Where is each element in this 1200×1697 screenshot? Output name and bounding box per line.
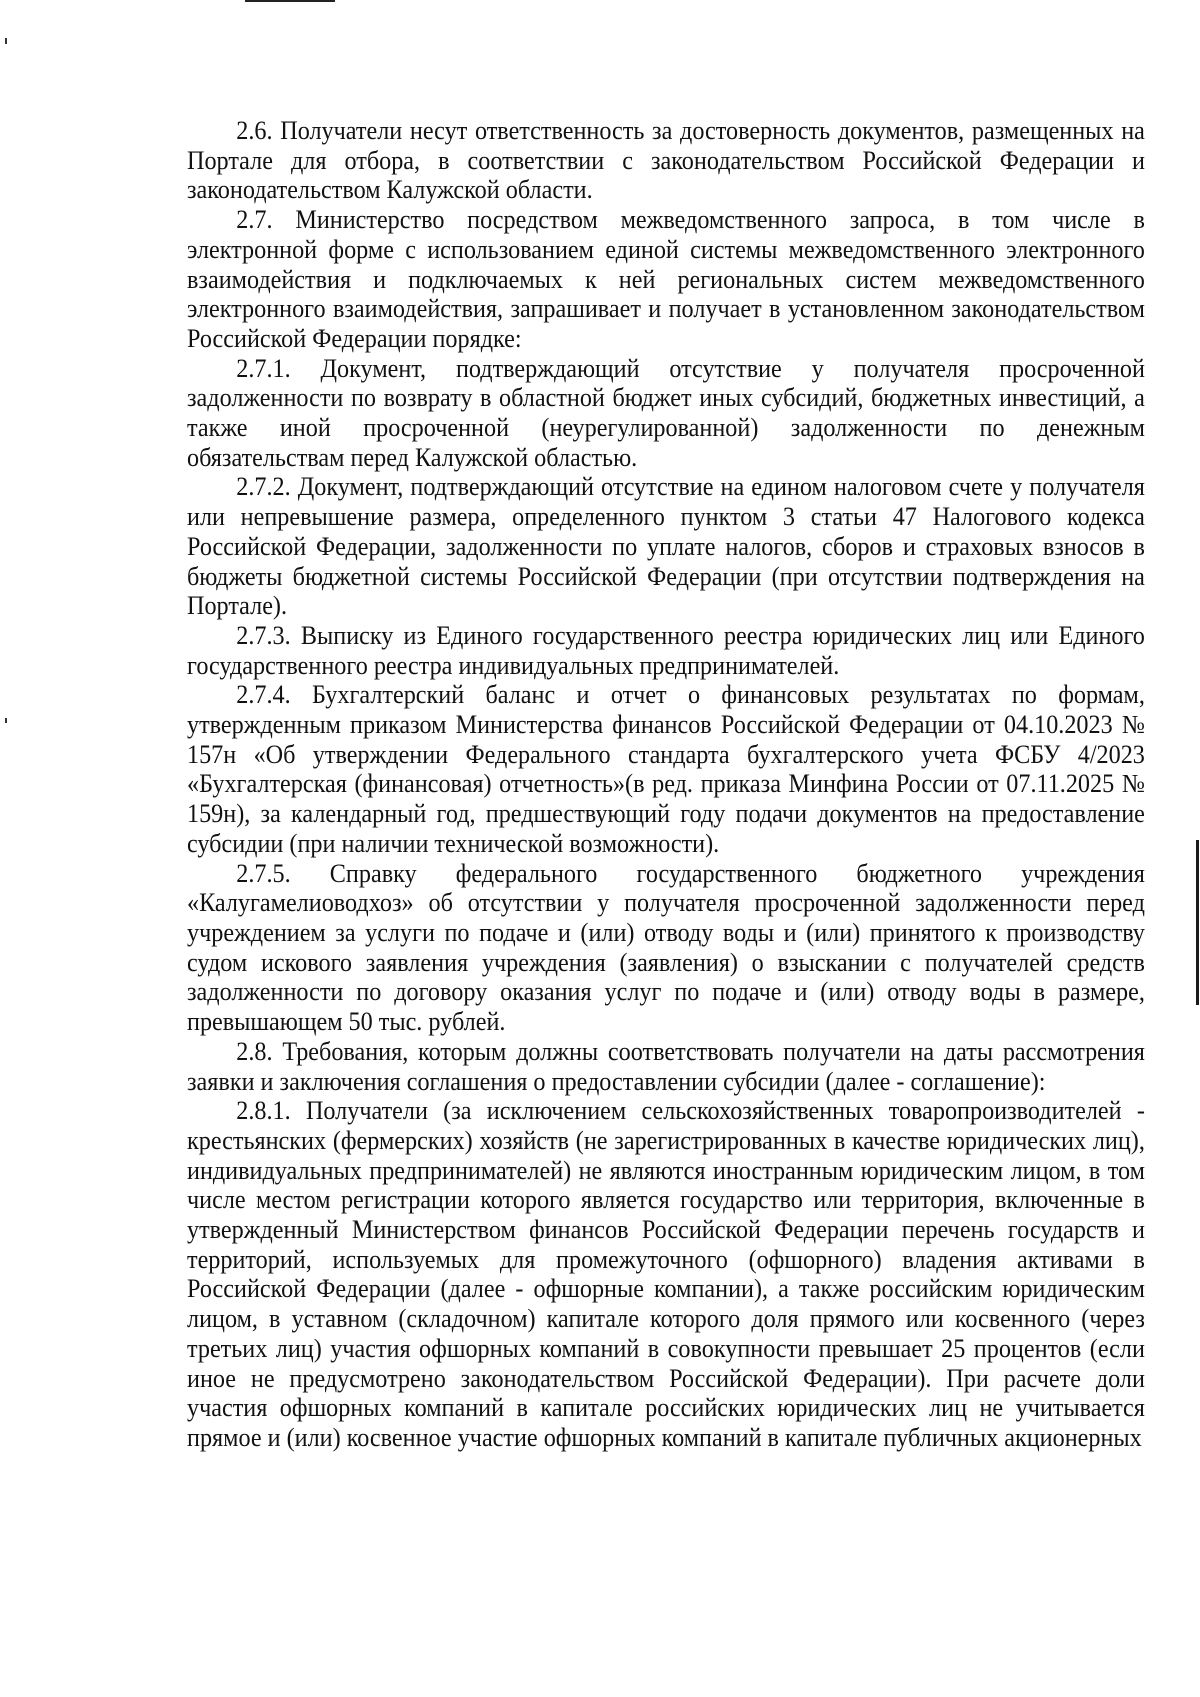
paragraph-2-6: 2.6. Получатели несут ответственность за достоверность документов, размещенных на Портале для отбора, в соответствии с законодательством Российской Федерации и законодательством Калужской области.	[187, 116, 1145, 205]
paragraph-2-7-4: 2.7.4. Бухгалтерский баланс и отчет о финансовых результатах по формам, утвержденным приказом Министерства финансов Российской Федерации от 04.10.2023 № 157н «Об утверждении Федерального стандарта бухгалтерского учета ФСБУ 4/2023 «Бухгалтерская (финансовая) отчетность»(в ред. приказа Минфина России от 07.11.2025 № 159н), за календарный год, предшествующий году подачи документов на предоставление субсидии (при наличии технической возможности).	[187, 680, 1145, 858]
paragraph-2-7-1: 2.7.1. Документ, подтверждающий отсутствие у получателя просроченной задолженности по возврату в областной бюджет иных субсидий, бюджетных инвестиций, а также иной просроченной (неурегулированной) задолженности по денежным обязательствам перед Калужской областью.	[187, 353, 1145, 472]
paragraph-2-8-1: 2.8.1. Получатели (за исключением сельскохозяйственных товаропроизводителей - крестьянских (фермерских) хозяйств (не зарегистрированных в качестве юридических лиц), индивидуальных предпринимателей) не являются иностранным юридическим лицом, в том числе местом регистрации которого является государство или территория, включенные в утвержденный Министерством финансов Российской Федерации перечень государств и территорий, используемых для промежуточного (офшорного) владения активами в Российской Федерации (далее - офшорные компании), а также российским юридическим лицом, в уставном (складочном) капитале которого доля прямого или косвенного (через третьих лиц) участия офшорных компаний в совокупности превышает 25 процентов (если иное не предусмотрено законодательством Российской Федерации). При расчете доли участия офшорных компаний в капитале российских юридических лиц не учитывается прямое и (или) косвенное участие офшорных компаний в капитале публичных акционерных	[187, 1096, 1145, 1452]
paragraph-2-7-3: 2.7.3. Выписку из Единого государственного реестра юридических лиц или Единого государственного реестра индивидуальных предпринимателей.	[187, 620, 1145, 680]
scan-edge-mark	[1196, 840, 1199, 1005]
paragraph-2-7-2: 2.7.2. Документ, подтверждающий отсутствие на едином налоговом счете у получателя или непревышение размера, определенного пунктом 3 статьи 47 Налогового кодекса Российской Федерации, задолженности по уплате налогов, сборов и страховых взносов в бюджеты бюджетной системы Российской Федерации (при отсутствии подтверждения на Портале).	[187, 472, 1145, 621]
paragraph-2-7: 2.7. Министерство посредством межведомственного запроса, в том числе в электронной форме с использованием единой системы межведомственного электронного взаимодействия и подключаемых к ней региональных систем межведомственного электронного взаимодействия, запрашивает и получает в установленном законодательством Российской Федерации порядке:	[187, 205, 1145, 353]
paragraph-2-7-5: 2.7.5. Справку федерального государственного бюджетного учреждения «Калугамелиоводхоз» об отсутствии у получателя просроченной задолженности перед учреждением за услуги по подаче и (или) отводу воды и (или) принятого к производству судом искового заявления учреждения (заявления) о взыскании с получателей средств задолженности по договору оказания услуг по подаче и (или) отводу воды в размере, превышающем 50 тыс. рублей.	[187, 858, 1145, 1037]
document-body	[187, 116, 1145, 1453]
scan-speck	[5, 718, 7, 723]
paragraph-2-8: 2.8. Требования, которым должны соответствовать получатели на даты рассмотрения заявки и заключения соглашения о предоставлении субсидии (далее - соглашение):	[187, 1036, 1145, 1096]
top-rule-line	[245, 0, 335, 2]
scan-speck	[5, 38, 7, 44]
